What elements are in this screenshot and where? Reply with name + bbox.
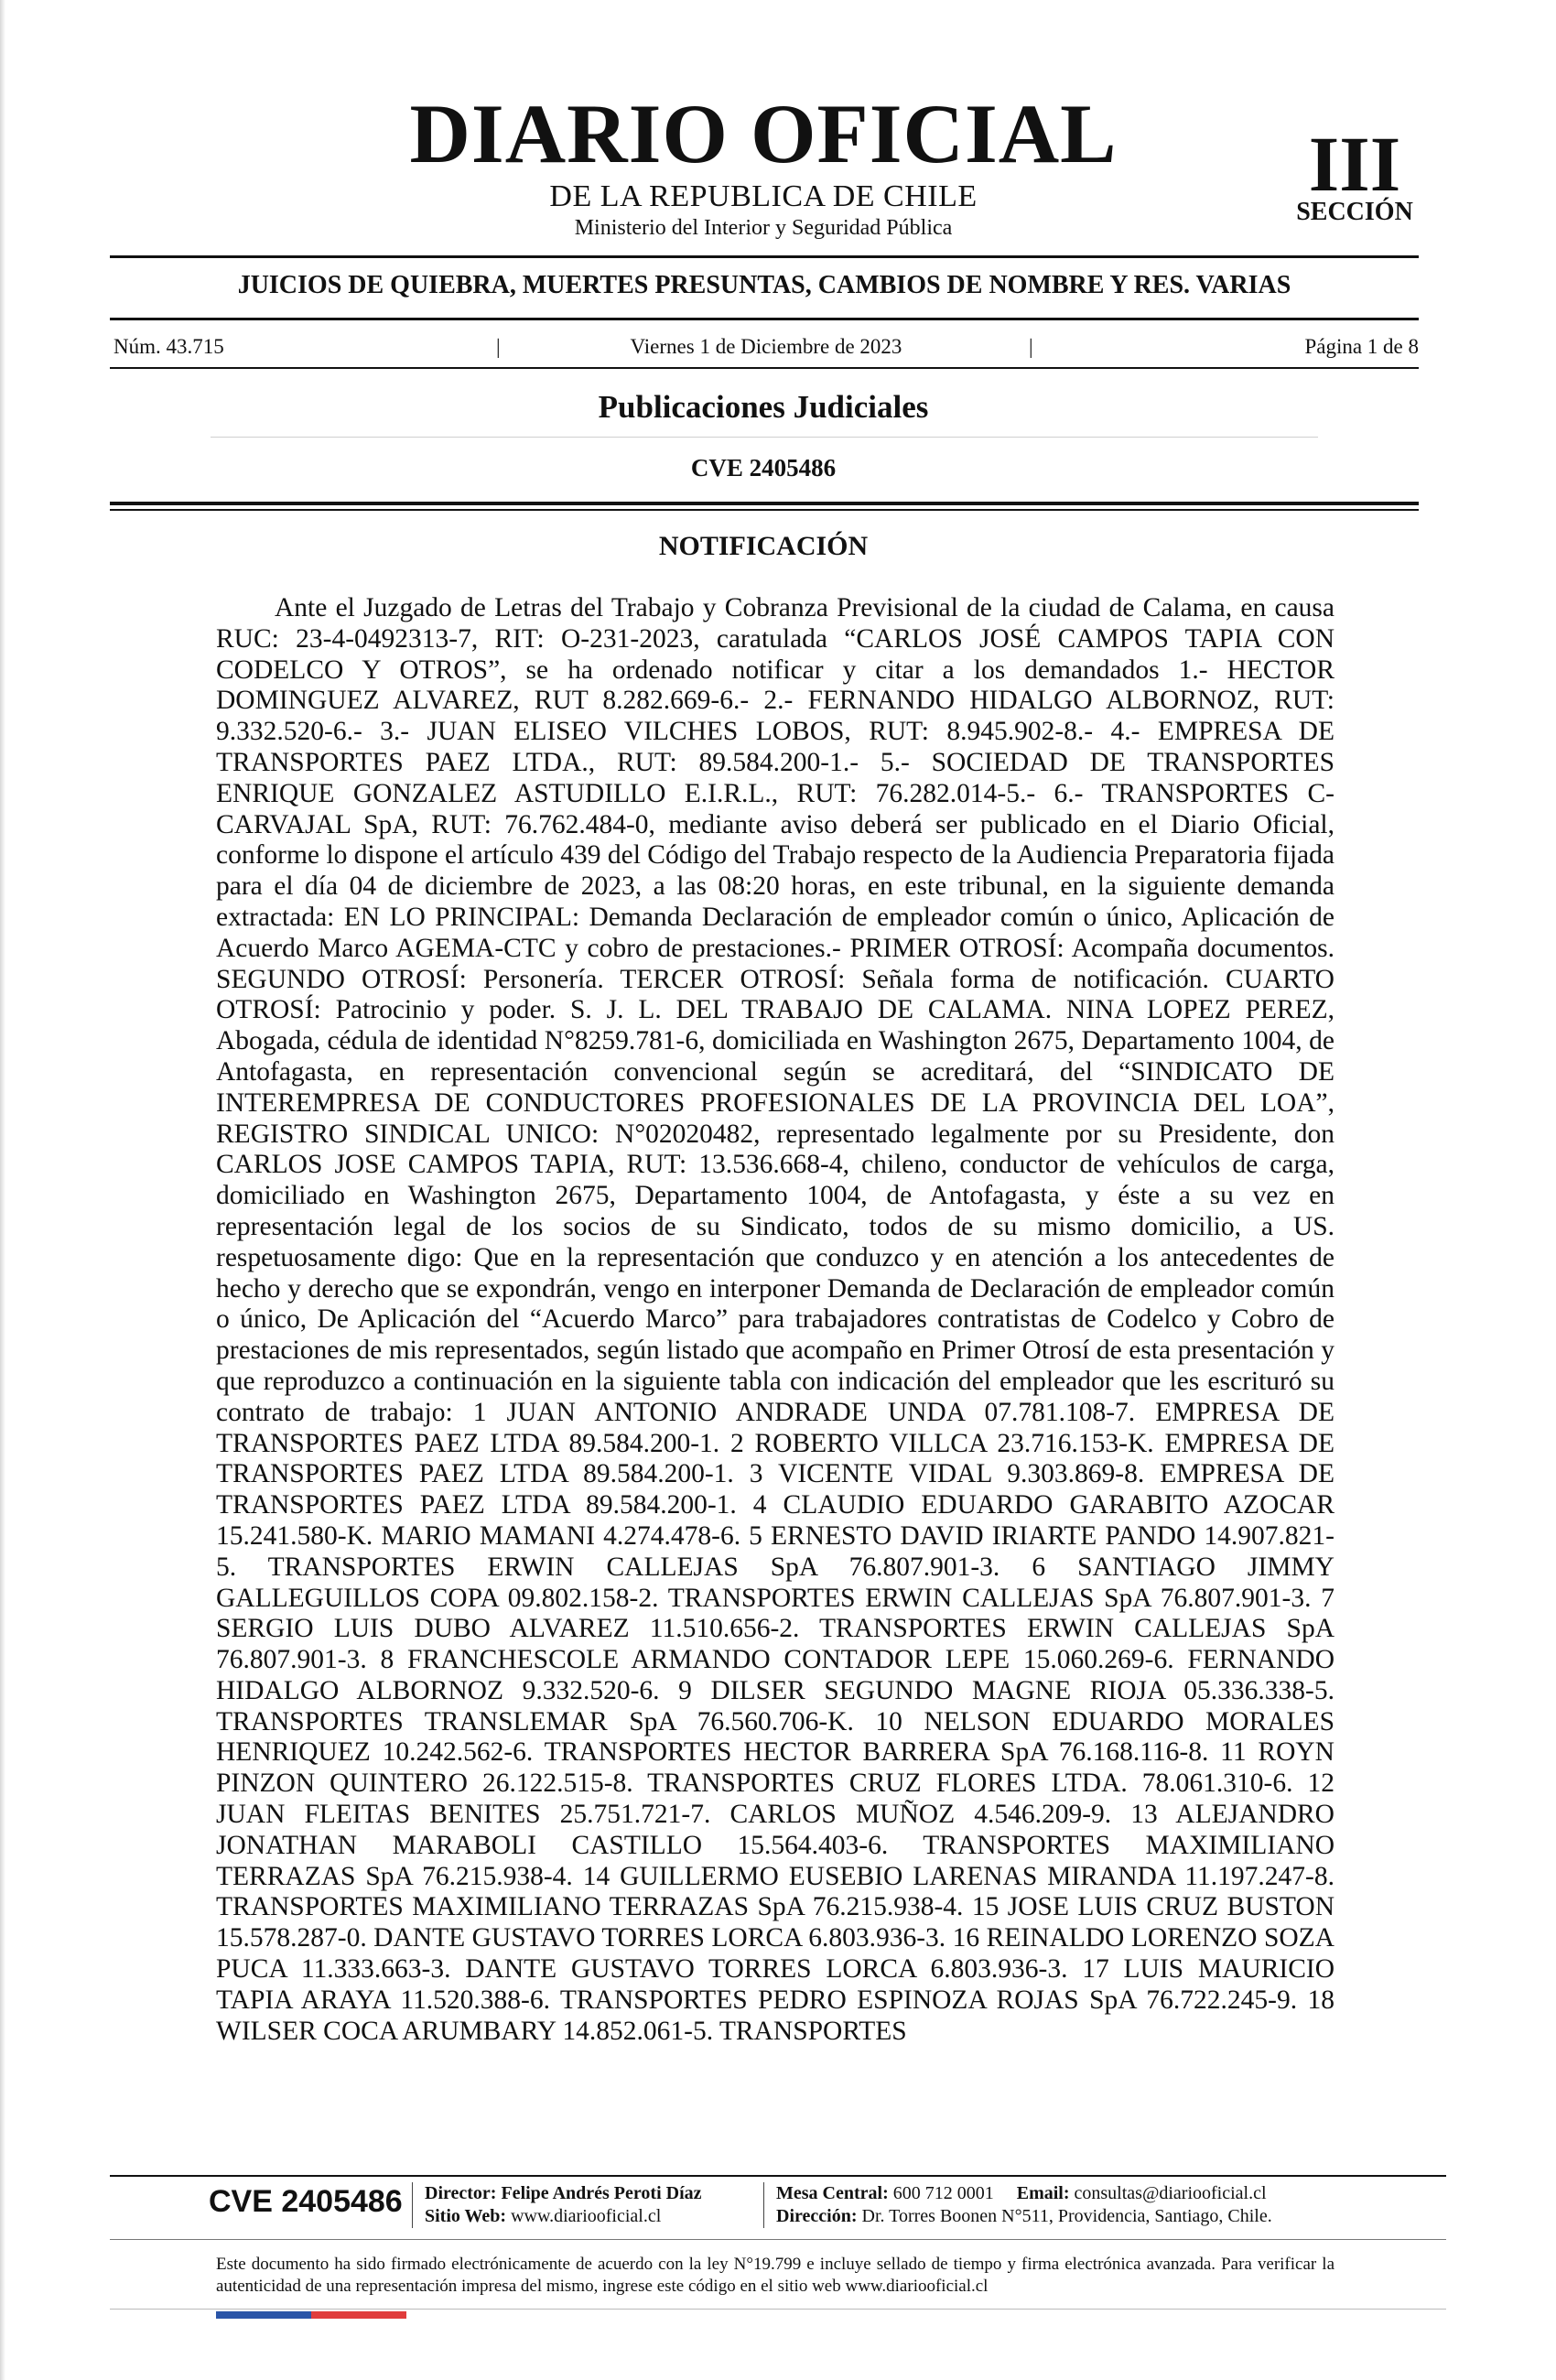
notice-title: NOTIFICACIÓN xyxy=(658,531,869,561)
publication-heading: Publicaciones Judiciales xyxy=(598,389,929,425)
legal-notice: Este documento ha sido firmado electrónicamente de acuerdo con la ley N°19.799 e incluye sellado de tiempo y firma electrónica avanzada. Para verificar la autenticidad de una representación impresa del mismo, ingrese este código en el sitio web www.diariooficial.cl xyxy=(216,2255,1334,2296)
email-link[interactable]: consultas@diariooficial.cl xyxy=(1074,2183,1267,2203)
cve-code: CVE 2405486 xyxy=(690,454,837,481)
footer-rule-top xyxy=(110,2175,1446,2177)
website-link[interactable]: www.diariooficial.cl xyxy=(511,2206,662,2226)
masthead-title: DIARIO OFICIAL xyxy=(409,87,1118,180)
double-rule-top xyxy=(110,502,1419,505)
notice-body: Ante el Juzgado de Letras del Trabajo y Cobranza Previsional de la ciudad de Calama, en causa RUC: 23-4-0492313-7, RIT: O-231-2023, caratulada “CARLOS JOSÉ CAMPOS TAPIA CON CODELCO Y OTROS”, se ha ordenado notificar y citar a los demandados 1.- HECTOR DOMINGUEZ ALVAREZ, RUT 8.282.669-6.- 2.- FERNANDO HIDALGO ALBORNOZ, RUT: 9.332.520-6.- 3.- JUAN ELISEO VILCHES LOBOS, RUT: 8.945.902-8.- 4.- EMPRESA DE TRANSPORTES PAEZ LTDA., RUT: 89.584.200-1.- 5.- SOCIEDAD DE TRANSPORTES ENRIQUE GONZALEZ ASTUDILLO E.I.R.L., RUT: 76.282.014-5.- 6.- TRANSPORTES C-CARVAJAL SpA, RUT: 76.762.484-0, mediante aviso deberá ser publicado en el Diario Oficial, conforme lo dispone el artículo 439 del Código del Trabajo respecto de la Audiencia Preparatoria fijada para el día 04 de diciembre de 2023, a las 08:20 horas, en este tribunal, en la siguiente demanda extractada: EN LO PRINCIPAL: Demanda Declaración de empleador común o único, Aplicación de Acuerdo Marco AGEMA-CTC y cobro de prestaciones.- PRIMER OTROSÍ: Acompaña documentos. SEGUNDO OTROSÍ: Personería. TERCER OTROSÍ: Señala forma de notificación. CUARTO OTROSÍ: Patrocinio y poder. S. J. L. DEL TRABAJO DE CALAMA. NINA LOPEZ PEREZ, Abogada, cédula de identidad N°8259.781-6, domiciliada en Washington 2675, Departamento 1004, de Antofagasta, en representación convencional según se acreditará, del “SINDICATO DE INTEREMPRESA DE CONDUCTORES PROFESIONALES DE LA PROVINCIA DEL LOA”, REGISTRO SINDICAL UNICO: N°02020482, representado legalmente por su Presidente, don CARLOS JOSE CAMPOS TAPIA, RUT: 13.536.668-4, chileno, conductor de vehículos de carga, domiciliado en Washington 2675, Departamento 1004, de Antofagasta, y éste a su vez en representación legal de los socios de su Sindicato, todos de su mismo domicilio, a US. respetuosamente digo: Que en la representación que conduzco y en atención a los antecedentes de hecho y derecho que se expondrán, vengo en interponer Demanda de Declaración de empleador común o único, De Aplicación del “Acuerdo Marco” para trabajadores contratistas de Codelco y Cobro de prestaciones de mis representados, según listado que acompaño en Primer Otrosí de esta presentación y que reproduzco a continuación en la siguiente tabla con indicación del empleador que les escrituró su contrato de trabajo: 1 JUAN ANTONIO ANDRADE UNDA 07.781.108-7. EMPRESA DE TRANSPORTES PAEZ LTDA 89.584.200-1. 2 ROBERTO VILLCA 23.716.153-K. EMPRESA DE TRANSPORTES PAEZ LTDA 89.584.200-1. 3 VICENTE VIDAL 9.303.869-8. EMPRESA DE TRANSPORTES PAEZ LTDA 89.584.200-1. 4 CLAUDIO EDUARDO GARABITO AZOCAR 15.241.580-K. MARIO MAMANI 4.274.478-6. 5 ERNESTO DAVID IRIARTE PANDO 14.907.821-5. TRANSPORTES ERWIN CALLEJAS SpA 76.807.901-3. 6 SANTIAGO JIMMY GALLEGUILLOS COPA 09.802.158-2. TRANSPORTES ERWIN CALLEJAS SpA 76.807.901-3. 7 SERGIO LUIS DUBO ALVAREZ 11.510.656-2. TRANSPORTES ERWIN CALLEJAS SpA 76.807.901-3. 8 FRANCHESCOLE ARMANDO CONTADOR LEPE 15.060.269-6. FERNANDO HIDALGO ALBORNOZ 9.332.520-6. 9 DILSER SEGUNDO MAGNE RIOJA 05.336.338-5. TRANSPORTES TRANSLEMAR SpA 76.560.706-K. 10 NELSON EDUARDO MORALES HENRIQUEZ 10.242.562-6. TRANSPORTES HECTOR BARRERA SpA 76.168.116-8. 11 ROYN PINZON QUINTERO 26.122.515-8. TRANSPORTES CRUZ FLORES LTDA. 78.061.310-6. 12 JUAN FLEITAS BENITES 25.751.721-7. CARLOS MUÑOZ 4.546.209-9. 13 ALEJANDRO JONATHAN MARABOLI CASTILLO 15.564.403-6. TRANSPORTES MAXIMILIANO TERRAZAS SpA 76.215.938-4. 14 GUILLERMO EUSEBIO LARENAS MIRANDA 11.197.247-8. TRANSPORTES MAXIMILIANO TERRAZAS SpA 76.215.938-4. 15 JOSE LUIS CRUZ BUSTON 15.578.287-0. DANTE GUSTAVO TORRES LORCA 6.803.936-3. 16 REINALDO LORENZO SOZA PUCA 11.333.663-3. DANTE GUSTAVO TORRES LORCA 6.803.936-3. 17 LUIS MAURICIO TAPIA ARAYA 11.520.388-6. TRANSPORTES PEDRO ESPINOZA ROJAS SpA 76.722.245-9. 18 WILSER COCA ARUMBARY 14.852.061-5. TRANSPORTES xyxy=(216,593,1334,2046)
footer-director-block xyxy=(425,2182,702,2228)
phone-label: Mesa Central: xyxy=(776,2183,889,2203)
footer-contact-block xyxy=(776,2182,1272,2228)
subject-line: JUICIOS DE QUIEBRA, MUERTES PRESUNTAS, CAMBIOS DE NOMBRE Y RES. VARIAS xyxy=(237,271,1291,299)
section-number: III xyxy=(1308,120,1401,208)
page-edge-shadow xyxy=(0,0,5,2380)
flag-red-segment xyxy=(311,2311,406,2319)
issue-info-row xyxy=(113,333,1419,361)
footer-rule-middle xyxy=(110,2239,1446,2240)
issue-number: Núm. 43.715 xyxy=(113,335,224,358)
masthead-ministry: Ministerio del Interior y Seguridad Pública xyxy=(574,216,953,240)
phone-number: 600 712 0001 xyxy=(892,2183,994,2203)
issue-rule xyxy=(110,367,1419,369)
footer-divider xyxy=(763,2182,764,2228)
flag-blue-segment xyxy=(216,2311,311,2319)
website-label: Sitio Web: xyxy=(425,2206,507,2226)
issue-separator: | xyxy=(496,335,501,358)
footer-rule-bottom xyxy=(110,2309,1446,2310)
masthead-subtitle: DE LA REPUBLICA DE CHILE xyxy=(549,179,978,213)
email-label: Email: xyxy=(1016,2183,1070,2203)
subject-rule xyxy=(110,318,1419,320)
chile-flag-stripe xyxy=(216,2311,406,2319)
director-label: Director: xyxy=(425,2183,497,2203)
address-value: Dr. Torres Boonen N°511, Providencia, Santiago, Chile. xyxy=(861,2206,1272,2226)
footer-cve-code: CVE 2405486 xyxy=(209,2184,403,2219)
section-label: SECCIÓN xyxy=(1296,198,1413,226)
issue-date: Viernes 1 de Diciembre de 2023 xyxy=(630,335,902,358)
address-label: Dirección: xyxy=(776,2206,858,2226)
publication-divider xyxy=(211,437,1318,438)
issue-separator: | xyxy=(1029,335,1033,358)
director-name: Felipe Andrés Peroti Díaz xyxy=(501,2183,702,2203)
double-rule-bottom xyxy=(110,509,1419,511)
masthead-rule xyxy=(110,255,1419,258)
page-indicator: Página 1 de 8 xyxy=(1304,335,1419,358)
footer-divider xyxy=(412,2182,413,2228)
